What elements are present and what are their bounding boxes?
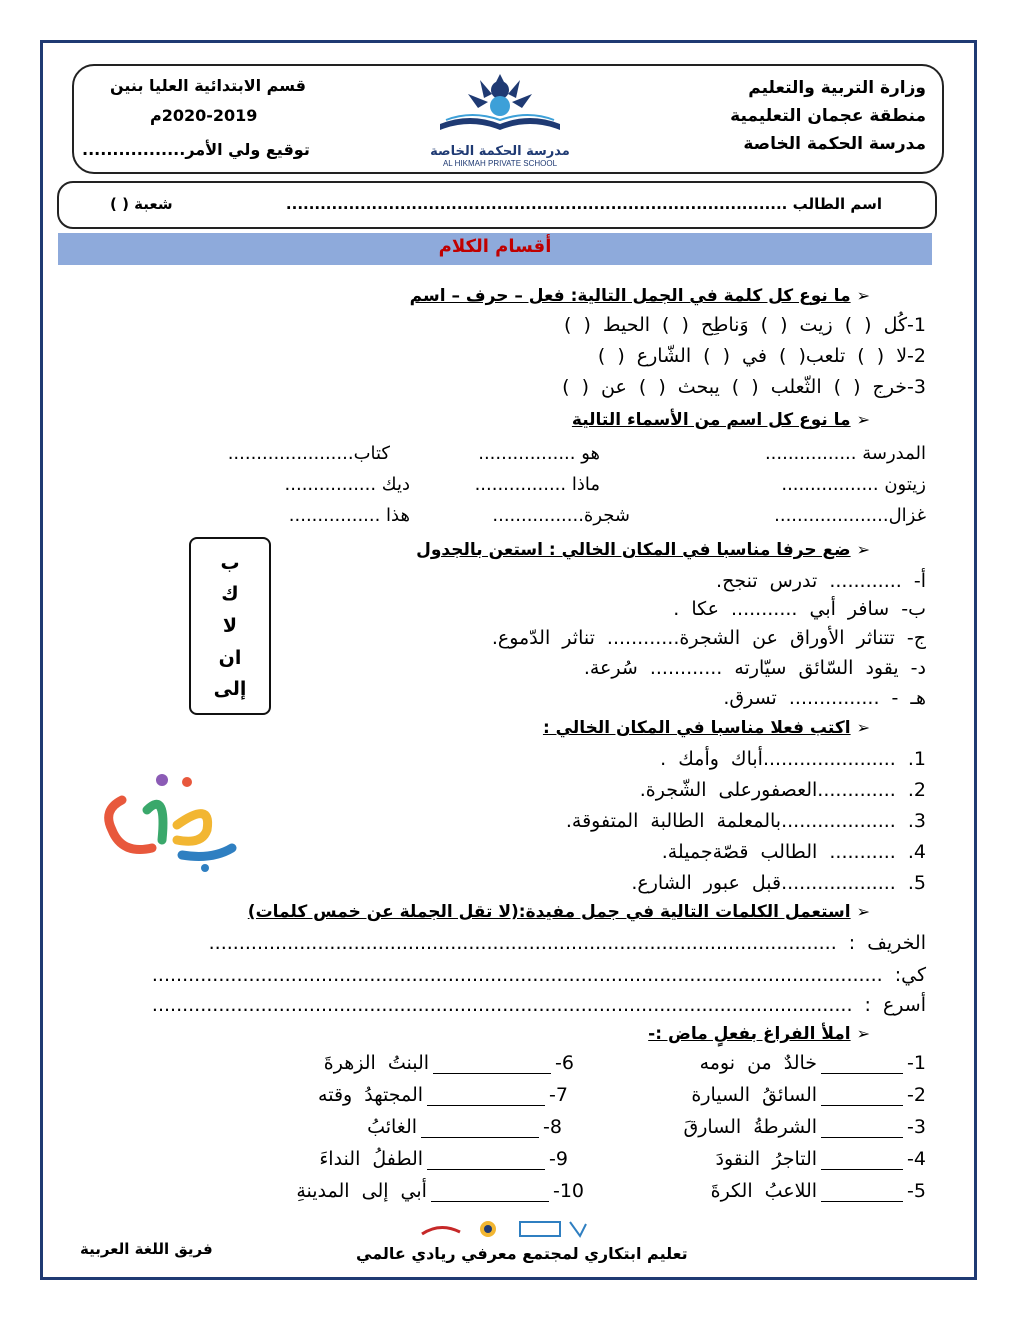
answer-blank[interactable] <box>821 1087 903 1106</box>
q6-left-8: 8-الغائبُ <box>367 1116 562 1138</box>
q1-row-3: 3-خرج ( ) الثّعلب ( ) يبحث ( ) عن ( ) <box>562 376 926 398</box>
q4-row-3: 3. ...................بالمعلمة الطالبة المتفوقة. <box>565 810 926 832</box>
q2-r2-c3: ديك ................ <box>284 474 410 495</box>
q3-title: ➢ضع حرفا مناسبا في المكان الخالي : استعن بالجدول <box>416 540 870 560</box>
answer-blank[interactable] <box>427 1151 545 1170</box>
check-bullet-icon: ➢ <box>856 286 870 305</box>
letter-item: إلى <box>213 678 247 701</box>
page-title: أقسام الكلام <box>438 236 552 257</box>
q6-right-4: 4-التاجرُ النقودَ <box>715 1148 926 1170</box>
q6-right-5: 5-اللاعبُ الكرةَ <box>710 1180 926 1202</box>
letter-item: ك <box>221 583 239 606</box>
q6-left-9: 9-الطفلُ النداءَ <box>319 1148 568 1170</box>
letters-box <box>189 537 271 715</box>
q3-row-a: أ- ............ تدرس تنجح. <box>716 570 926 592</box>
q2-r2-c2: ماذا ................ <box>474 474 600 495</box>
answer-blank[interactable] <box>821 1055 903 1074</box>
q2-title: ➢ما نوع كل اسم من الأسماء التالية <box>571 410 870 430</box>
q5-row-autumn[interactable]: الخريف : ........................................................................................................ <box>208 932 926 954</box>
q1-row-1: 1-كُل ( ) زيت ( ) وَناطِح ( ) الحيط ( ) <box>564 314 926 336</box>
partner-logos <box>420 1218 590 1240</box>
check-bullet-icon: ➢ <box>856 718 870 737</box>
answer-blank[interactable] <box>431 1183 549 1202</box>
q4-title: ➢اكتب فعلا مناسبا في المكان الخالي : <box>542 718 870 738</box>
q2-r1-c3: كتاب...................... <box>227 443 390 464</box>
q6-title: ➢املأ الفراغ بفعلٍ ماض :- <box>648 1024 870 1044</box>
answer-blank[interactable] <box>421 1119 539 1138</box>
q2-r3-c3: هذا ................ <box>288 505 410 526</box>
q6-right-1: 1-خالدٌ من نومه <box>699 1052 926 1074</box>
q5-title: ➢استعمل الكلمات التالية في جمل مفيدة:(لا تقل الجملة عن خمس كلمات) <box>247 902 870 922</box>
q4-row-1: 1. ......................أباك وأمك . <box>660 748 926 770</box>
check-bullet-icon: ➢ <box>856 902 870 921</box>
q3-row-e: هـ - ............... تسرق. <box>723 687 926 709</box>
answer-blank[interactable] <box>433 1055 551 1074</box>
q2-r1-c2: هو ................. <box>478 443 600 464</box>
q3-row-b: ب- سافر أبي ........... عكا . <box>673 598 926 620</box>
letter-item: لا <box>222 614 238 637</box>
q4-row-5: 5. ...................قبل عبور الشارع. <box>631 872 926 894</box>
check-bullet-icon: ➢ <box>856 410 870 429</box>
team-label: فريق اللغة العربية <box>80 1240 213 1258</box>
title-band <box>58 233 932 265</box>
answer-blank[interactable] <box>821 1151 903 1170</box>
q6-right-3: 3-الشرطةُ السارقَ <box>683 1116 926 1138</box>
q4-row-2: 2. .............العصفورعلى الشّجرة. <box>639 779 926 801</box>
parent-signature: توقيع ولي الأمر................. <box>82 140 310 159</box>
q3-row-c: ج- تتناثر الأوراق عن الشجرة............ تناثر الدّموع. <box>491 627 926 649</box>
q2-r3-c2: شجرة................ <box>492 505 630 526</box>
department-label: قسم الابتدائية العليا بنين <box>110 76 306 95</box>
q1-title: ➢ما نوع كل كلمة في الجمل التالية: فعل – حرف – اسم <box>409 286 870 306</box>
school-label: مدرسة الحكمة الخاصة <box>743 134 926 154</box>
check-bullet-icon: ➢ <box>856 540 870 559</box>
q5-row-hurry[interactable]: أسرع : .................................................................................................................... <box>151 994 926 1016</box>
q4-row-4: 4. ........... الطالب قصّةجميلة. <box>661 841 926 863</box>
answer-blank[interactable] <box>821 1119 903 1138</box>
check-bullet-icon: ➢ <box>856 1024 870 1043</box>
logo-arabic: مدرسة الحكمة الخاصة <box>430 144 570 159</box>
arabic-letters-art <box>92 760 242 880</box>
zone-label: منطقة عجمان التعليمية <box>730 106 926 126</box>
year-label: 2020-2019م <box>150 106 258 125</box>
slogan-label: تعليم ابتكاري لمجتمع معرفي ريادي عالمي <box>356 1244 688 1263</box>
school-logo <box>420 72 580 168</box>
q6-right-2: 2-السائقُ السيارة <box>691 1084 926 1106</box>
q5-row-kay[interactable]: كي: ......................................................................................................................... <box>151 964 926 986</box>
q3-row-d: د- يقود السّائق سيّارته ............ سُرعة. <box>583 657 926 679</box>
letter-item: ان <box>218 646 242 669</box>
q2-r1-c1: المدرسة ................ <box>764 443 926 464</box>
answer-blank[interactable] <box>821 1183 903 1202</box>
q2-r2-c1: زيتون ................. <box>781 474 926 495</box>
q6-left-6: 6-البنتُ الزهرةَ <box>323 1052 574 1074</box>
q1-row-2: 2-لا ( ) تلعب( ) في ( ) الشّارع ( ) <box>597 345 926 367</box>
letter-item: ب <box>220 551 240 574</box>
q2-r3-c1: غزال.................... <box>774 505 926 526</box>
logo-english: AL HIKMAH PRIVATE SCHOOL <box>442 159 558 168</box>
answer-blank[interactable] <box>427 1087 545 1106</box>
q6-left-10: 10-أبي إلى المدينةِ <box>296 1180 584 1202</box>
q6-left-7: 7-المجتهدُ وقته <box>318 1084 568 1106</box>
ministry-label: وزارة التربية والتعليم <box>748 78 926 98</box>
student-name-field[interactable]: اسم الطالب ........................................................................................ <box>285 195 882 213</box>
section-field[interactable]: شعبة ( ) <box>110 195 173 213</box>
